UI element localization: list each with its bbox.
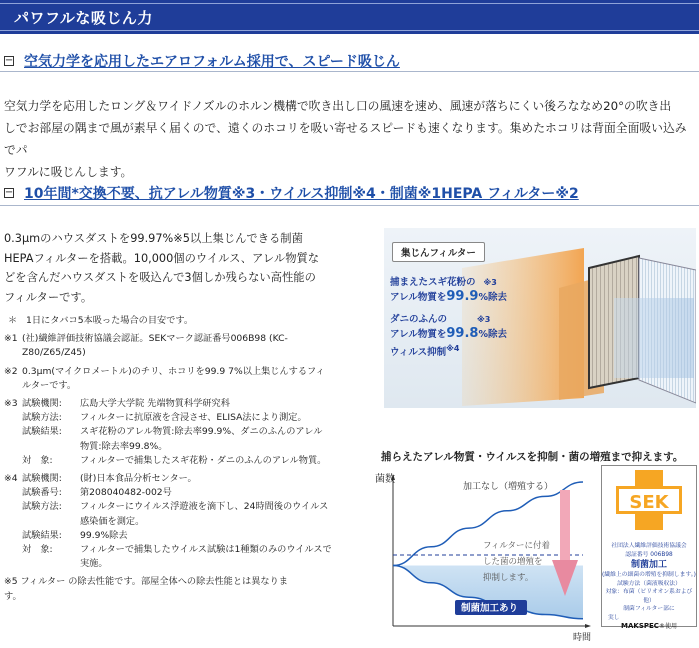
note-row — [4, 425, 364, 439]
sek-certification — [601, 465, 697, 630]
section2-body — [4, 229, 334, 307]
note-value: スギ花粉のアレル物質:除去率99.9%、ダニのふんのアレル — [80, 426, 323, 438]
treated-label: 制菌加工あり — [461, 603, 519, 614]
blue-glow — [614, 298, 694, 378]
note-row — [4, 379, 364, 393]
collapse-icon[interactable]: − — [4, 55, 14, 66]
note-label: 試験方法: — [22, 501, 62, 513]
header-bar — [0, 0, 699, 34]
footnotes — [4, 314, 364, 604]
note-text: ルターです。 — [22, 379, 77, 391]
sek-sub: (繊維上の細菌の増殖を抑制します。) — [602, 572, 696, 578]
note-label: 試験機関: — [22, 398, 62, 410]
reduction-arrow-shaft — [560, 490, 570, 560]
sek-yes: 実し — [608, 614, 620, 621]
note-mark — [4, 379, 22, 393]
note-label: 対 象: — [22, 454, 53, 466]
y-axis-label: 菌数 — [375, 474, 395, 485]
note-mark: ※2 — [4, 365, 18, 377]
divider — [0, 71, 699, 72]
filter-illustration — [384, 228, 696, 408]
filter-claims — [390, 276, 507, 360]
note-text: ※5 フィルター の除去性能です。部屋全体への除去性能とは異なりま — [4, 576, 288, 588]
sek-brand-suffix: ®使用 — [658, 623, 677, 630]
claim-percent: 99.8 — [446, 326, 479, 341]
note-value: 感染価を測定。 — [80, 515, 145, 527]
note-row — [4, 440, 364, 454]
note-value: フィルターに抗原液を含浸させ、ELISA法により測定。 — [80, 412, 307, 424]
note-row — [4, 397, 364, 411]
note-text: Z80/Z65/Z45) — [22, 347, 86, 359]
body-line: ワフルに吸じんします。 — [4, 165, 133, 179]
note-row — [4, 454, 364, 468]
annotation-line: 抑制します。 — [483, 573, 534, 583]
note-text: (社)繊維評価技術協議会認証。SEKマーク認証番号006B98 (KC- — [22, 333, 288, 345]
note-label: 試験結果: — [22, 426, 62, 438]
sek-title: 制菌加工 — [630, 560, 667, 570]
bacteria-chart — [371, 468, 599, 646]
body-line: どを含んだハウスダストを吸込んで3個しか残らない高性能の — [4, 271, 316, 284]
claim-text: ダニのふんの — [390, 314, 448, 325]
sek-brand: MAKSPEC — [621, 622, 659, 630]
note-value: 99.9%除去 — [80, 529, 128, 541]
note-label: 試験機関: — [22, 473, 62, 485]
note-row — [4, 486, 364, 500]
claim-text: アレル物質を — [390, 329, 447, 340]
note-mark: ※4 — [446, 344, 460, 353]
note-value: フィルターにウイルス浮遊液を滴下し、24時間後のウイルス — [80, 501, 329, 513]
section-heading-text[interactable]: 空気力学を応用したエアロフォルム採用で、スピード吸じん — [24, 54, 400, 70]
note-value: 広島大学大学院 先端物質科学研究科 — [80, 398, 230, 410]
note-value: フィルターで捕集したウイルス試験は1種類のみのウイルスで — [80, 544, 332, 556]
claim-text: アレル物質を — [390, 292, 447, 303]
untreated-curve — [393, 482, 583, 566]
note-mark: ＊ — [8, 315, 18, 326]
note-label: 対 象: — [22, 544, 53, 556]
note-mark: ※3 — [477, 315, 491, 324]
filter-label: 集じんフィルター — [392, 242, 485, 262]
note-value: 第208040482-002号 — [80, 487, 172, 499]
note-mark: ※1 — [4, 333, 18, 345]
note-row — [4, 543, 364, 557]
note-row — [4, 515, 364, 529]
note-text: 0.3μm(マイクロメートル)のチリ、ホコリを99.9 7%以上集じんするフィ — [22, 365, 325, 377]
body-line: 0.3μmのハウスダストを99.97%※5以上集じんできる制菌 — [4, 232, 303, 245]
note-row — [4, 332, 364, 346]
claim-percent: 99.9 — [446, 289, 479, 304]
note-value: 物質:除去率99.8%。 — [80, 440, 168, 452]
note-mark: ※3 — [483, 278, 497, 287]
section-heading-2[interactable] — [4, 183, 579, 203]
sek-org: 社団法人繊維評価技術協議会 — [611, 543, 687, 549]
x-axis-label: 時間 — [573, 633, 592, 643]
note-text: 1日にタバコ5本吸った場合の目安です。 — [26, 315, 194, 326]
page-title: パワフルな吸じん力 — [14, 9, 153, 27]
note-row — [4, 529, 364, 543]
section-heading-text[interactable]: 10年間*交換不要、抗アレル物質※3・ウイルス抑制※4・制菌※1HEPA フィルター※2 — [24, 186, 579, 202]
x-axis-arrow — [585, 624, 591, 628]
note-mark — [4, 346, 22, 360]
note-label: 試験番号: — [22, 487, 62, 499]
note-row — [4, 472, 364, 486]
note-label: 試験結果: — [22, 529, 62, 541]
note-label — [22, 515, 80, 529]
sek-part: 制菌フィルター部に — [623, 606, 675, 612]
sek-logo — [602, 466, 696, 536]
body-line: しでお部屋の隅まで風が素早く届くので、遠くのホコリを吸い寄せるスピードも速くなります。集めたホコリは背面全面吸い込みでパ — [4, 121, 687, 157]
section-heading-1[interactable] — [4, 51, 400, 71]
body-line: 空気力学を応用したロング＆ワイドノズルのホルン機構で吹き出し口の風速を速め、風速が落ちにくい後ろななめ20°の吹き出 — [4, 99, 672, 113]
sek-details — [602, 542, 696, 632]
note-value: (財)日本食品分析センター。 — [80, 473, 197, 485]
body-line: フィルターです。 — [4, 290, 93, 304]
annotation-line: フィルターに付着 — [483, 541, 550, 551]
note-value: フィルターで捕集したスギ花粉・ダニのふんのアレル物質。 — [80, 454, 327, 466]
untreated-label: 加工なし（増殖する） — [463, 482, 554, 492]
note-label: 試験方法: — [22, 412, 62, 424]
note-row — [4, 314, 364, 328]
note-label — [22, 557, 80, 571]
note-row — [4, 346, 364, 360]
note-row — [4, 365, 364, 379]
claim-text: ウィルス抑制 — [390, 347, 447, 359]
divider — [0, 205, 699, 206]
section1-body — [4, 95, 694, 183]
body-line: HEPAフィルターを搭載。10,000個のウイルス、アレル物質な — [4, 251, 320, 265]
sek-logo-text: SEK — [629, 492, 669, 513]
claim-unit: %除去 — [478, 329, 507, 340]
claim-unit: %除去 — [478, 292, 507, 303]
sek-target: 対象：布菌（ピリオオン系および他） — [605, 589, 693, 604]
collapse-icon[interactable]: − — [4, 187, 14, 198]
note-label — [22, 440, 80, 454]
sek-number: 認証番号 006B98 — [625, 551, 673, 558]
note-row — [4, 500, 364, 514]
note-row — [4, 557, 364, 571]
note-row — [4, 411, 364, 425]
chart-title: 捕らえたアレル物質・ウイルスを抑制・菌の増殖まで抑えます。 — [381, 451, 684, 463]
annotation-line: した菌の増殖を — [483, 557, 543, 567]
claim-text: 捕まえたスギ花粉の — [390, 277, 476, 288]
note-mark: ※3 — [4, 398, 18, 410]
note-mark: ※4 — [4, 473, 18, 485]
note-value: 実施。 — [80, 558, 108, 570]
note-text: す。 — [4, 590, 22, 602]
sek-method: 試験方法（菌液吸収法） — [617, 580, 681, 587]
